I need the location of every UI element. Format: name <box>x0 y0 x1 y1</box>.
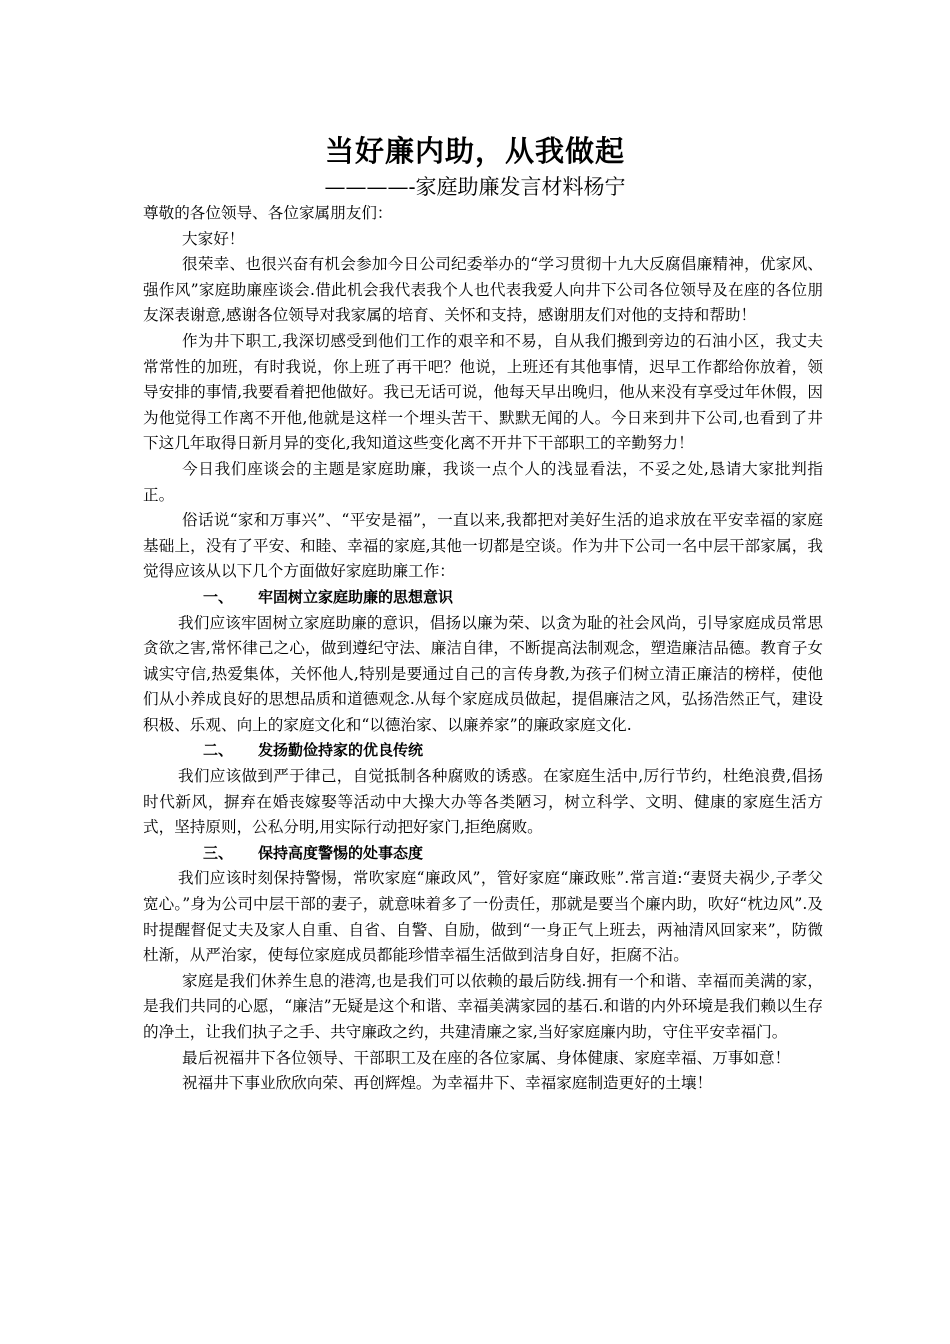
section-text: 我们应该时刻保持警惕，常吹家庭“廉政风”，管好家庭“廉政账”.常言道:“妻贤夫祸少,子孝父宽心。”身为公司中层干部的妻子，就意味着多了一份责任，那就是要当个廉内助，吹好“枕边风”.及时提醒督促丈夫及家人自重、自省、自警、自励，做到“一身正气上班去，两袖清风回家来”，防微杜渐，从严治家，使每位家庭成员都能珍惜幸福生活做到洁身自好，拒腐不沾。 <box>143 869 823 965</box>
greeting: 大家好！ <box>182 229 245 248</box>
section-heading-text: 发扬勤俭持家的优良传统 <box>258 741 424 760</box>
section-number: 二、 <box>203 741 234 760</box>
closing-paragraph: 最后祝福井下各位领导、干部职工及在座的各位家属、身体健康、家庭幸福、万事如意！ <box>182 1048 791 1067</box>
closing-paragraph: 祝福井下事业欣欣向荣、再创辉煌。为幸福井下、幸福家庭制造更好的土壤！ <box>182 1074 713 1093</box>
section-text: 我们应该做到严于律己，自觉抵制各种腐败的诱惑。在家庭生活中,厉行节约，杜绝浪费,倡扬时代新风，摒弃在婚丧嫁娶等活动中大操大办等各类陋习，树立科学、文明、健康的家庭生活方式，坚持原则，公私分明,用实际行动把好家门,拒绝腐败。 <box>143 767 823 837</box>
section-number: 三、 <box>203 843 234 862</box>
section-heading <box>143 585 823 611</box>
salutation: 尊敬的各位领导、各位家属朋友们： <box>143 204 393 222</box>
section-heading-text: 保持高度警惕的处事态度 <box>258 843 424 862</box>
paragraph: 很荣幸、也很兴奋有机会参加今日公司纪委举办的“学习贯彻十九大反腐倡廉精神，优家风、强作风”家庭助廉座谈会.借此机会我代表我个人也代表我爱人向井下公司各位领导及在座的各位朋友深表谢意,感谢各位领导对我家属的培育、关怀和支持，感谢朋友们对他的支持和帮助！ <box>143 255 823 325</box>
section-text: 我们应该牢固树立家庭助廉的意识，倡扬以廉为荣、以贪为耻的社会风尚，引导家庭成员常思贪欲之害,常怀律己之心，做到遵纪守法、廉洁自律，不断提高法制观念，塑造廉洁品德。教育子女诚实守信,热爱集体，关怀他人,特别是要通过自己的言传身教,为孩子们树立清正廉洁的榜样，使他们从小养成良好的思想品质和道德观念.从每个家庭成员做起，提倡廉洁之风，弘扬浩然正气，建设积极、乐观、向上的家庭文化和“以德治家、以廉养家”的廉政家庭文化. <box>143 613 823 734</box>
section-heading <box>143 841 823 867</box>
closing-paragraph: 家庭是我们休养生息的港湾,也是我们可以依赖的最后防线.拥有一个和谐、幸福而美满的家，是我们共同的心愿，“廉洁”无疑是这个和谐、幸福美满家园的基石.和谐的内外环境是我们赖以生存的净土，让我们执子之手、共守廉政之约，共建清廉之家,当好家庭廉内助，守住平安幸福门。 <box>143 971 823 1041</box>
document-body <box>143 201 823 1097</box>
paragraph: 今日我们座谈会的主题是家庭助廉，我谈一点个人的浅显看法，不妥之处,恳请大家批判指正。 <box>143 459 823 504</box>
paragraph: 俗话说“家和万事兴”、“平安是福”，一直以来,我都把对美好生活的追求放在平安幸福的家庭基础上，没有了平安、和睦、幸福的家庭,其他一切都是空谈。作为井下公司一名中层干部家属，我觉得应该从以下几个方面做好家庭助廉工作： <box>143 511 823 581</box>
section-heading-text: 牢固树立家庭助廉的思想意识 <box>258 587 454 606</box>
section-number: 一、 <box>203 587 234 606</box>
paragraph: 作为井下职工,我深切感受到他们工作的艰辛和不易，自从我们搬到旁边的石油小区，我丈夫常常性的加班，有时我说，你上班了再干吧？他说，上班还有其他事情，迟早工作都给你放着，领导安排的事情,我要看着把他做好。我已无话可说，他每天早出晚归，他从来没有享受过年休假，因为他觉得工作离不开他,他就是这样一个埋头苦干、默默无闻的人。今日来到井下公司,也看到了井下这几年取得日新月异的变化,我知道这些变化离不开井下干部职工的辛勤努力！ <box>143 331 823 453</box>
section-heading <box>143 738 823 764</box>
document-subtitle: ————-家庭助廉发言材料杨宁 <box>324 175 626 199</box>
document-title: 当好廉内助，从我做起 <box>324 134 625 168</box>
